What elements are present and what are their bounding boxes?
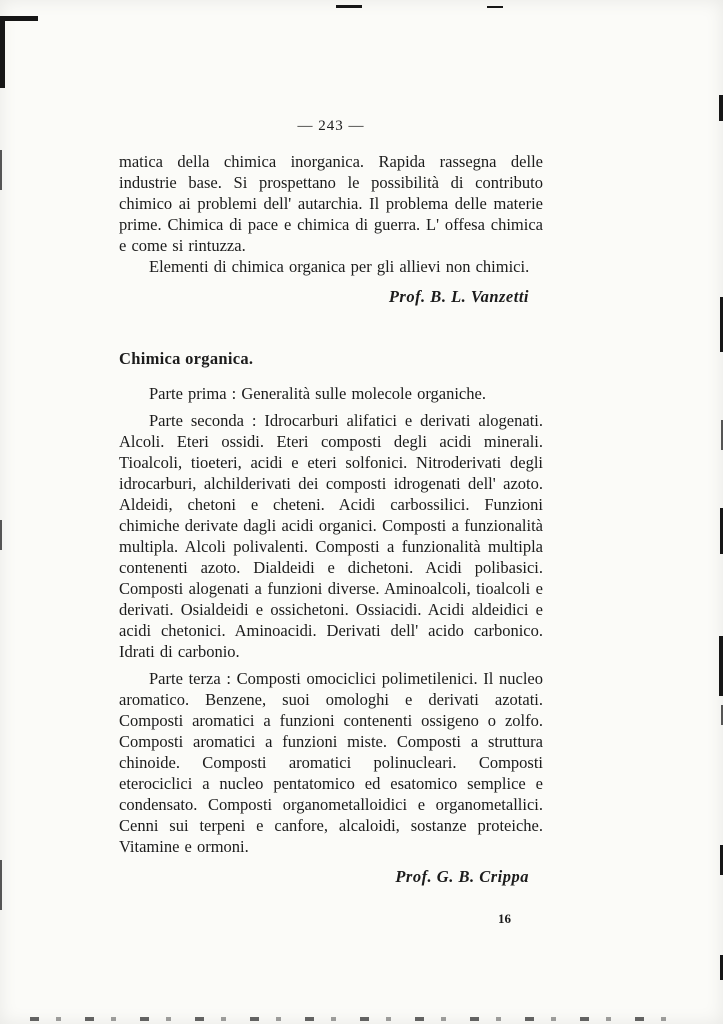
paragraph-parte-prima: Parte prima : Generalità sulle molecole organiche. <box>149 384 486 403</box>
footer-page-number: 16 <box>498 911 511 926</box>
scan-mark <box>0 16 5 88</box>
scan-mark <box>719 636 723 696</box>
page-number: — 243 — <box>297 118 365 134</box>
paragraph-continuation: matica della chimica inorganica. Rapida rassegna delle industrie base. Si prospettano le possibilità di contributo chimico ai problemi dell' autarchia. Il problema delle materie prime. Chimica di pace e chimica di guerra. L' offesa chimica e come si rintuzza. <box>119 152 543 255</box>
paragraph-elementi: Elementi di chimica organica per gli allievi non chimici. <box>149 257 530 276</box>
signature-crippa: Prof. G. B. Crippa <box>395 867 529 886</box>
scan-mark <box>0 520 2 550</box>
scan-mark <box>30 1017 690 1021</box>
scan-mark <box>0 860 2 910</box>
paragraph-parte-seconda: Parte seconda : Idrocarburi alifatici e derivati alogenati. Alcoli. Eteri ossidi. Eteri composti degli acidi minerali. Tioalcoli, tioeteri, acidi e eteri solfonici. Nitroderivati degli idrocarburi, alchilderivati dei composti idrogenati dell' azoto. Aldeidi, chetoni e cheteni. Acidi carbossilici. Funzioni chimiche derivate dagli acidi organici. Composti a funzionalità multipla. Alcoli polivalenti. Composti a funzionalità multipla contenenti azoto. Dialdeidi e dichetoni. Acidi polibasici. Composti alogenati a funzioni diverse. Aminoalcoli, tioalcoli e derivati. Osialdeidi e ossichetoni. Ossiacidi. Acidi aldeidici e acidi chetonici. Aminoacidi. Derivati dell' acido carbonico. Idrati di carbonio. <box>119 411 543 661</box>
signature-vanzetti: Prof. B. L. Vanzetti <box>388 287 529 306</box>
scan-mark <box>487 6 503 8</box>
text-block <box>119 118 543 927</box>
scan-mark <box>336 5 362 8</box>
section-heading: Chimica organica. <box>119 349 254 368</box>
scan-mark <box>0 16 38 21</box>
scan-mark <box>0 150 2 190</box>
scan-mark <box>719 95 723 121</box>
paragraph-parte-terza: Parte terza : Composti omociclici polimetilenici. Il nucleo aromatico. Benzene, suoi omologhi e derivati azotati. Composti aromatici a funzioni contenenti ossigeno o zolfo. Composti aromatici a funzioni miste. Composti a struttura chinoide. Composti aromatici polinucleari. Composti eterociclici a nucleo pentatomico ed esatomico semplice e condensato. Composti organometalloidici e organometallici. Cenni sui terpeni e canfore, alcaloidi, sostanze proteiche. Vitamine e ormoni. <box>119 669 543 856</box>
